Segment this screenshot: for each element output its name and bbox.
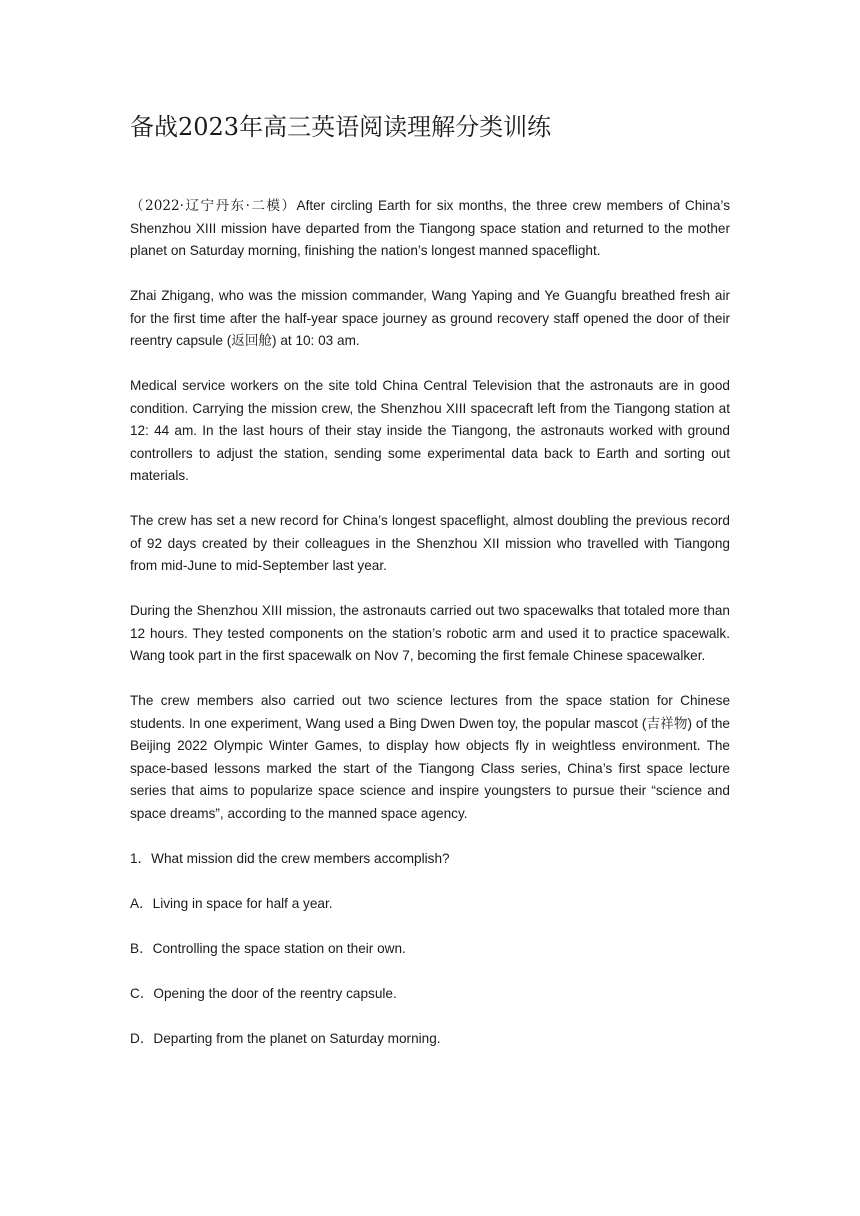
passage-paragraph-3: Medical service workers on the site told China Central Television that the astronauts are in good condition. Carrying the mission crew, the Shenzhou XIII spacecraft left from the Tiangong station at 12: 44 am. In the last hours of their stay inside the Tiangong, the astronauts worked with ground controllers to adjust the station, sending some experimental data back to Earth and sorting out materials. bbox=[130, 378, 730, 483]
passage-paragraph-5: During the Shenzhou XIII mission, the astronauts carried out two spacewalks that totaled more than 12 hours. They tested components on the station’s robotic arm and used it to practice spacewalk. Wang took part in the first spacewalk on Nov 7, becoming the first female Chinese spacewalker. bbox=[130, 603, 730, 663]
passage-paragraph-6: The crew members also carried out two science lectures from the space station for Chinese students. In one experiment, Wang used a Bing Dwen Dwen toy, the popular mascot (吉祥物) of the Beijing 2022 Olympic Winter Games, to display how objects fly in weightless environment. The space-based lessons marked the start of the Tiangong Class series, China’s first space lecture series that aims to popularize space science and inspire youngsters to pursue their “science and space dreams”, according to the manned space agency. bbox=[130, 693, 730, 821]
question-1-option-d: D．Departing from the planet on Saturday morning. bbox=[130, 1030, 441, 1046]
source-tag: （2022·辽宁丹东·二模） bbox=[130, 198, 297, 214]
question-1-option-b: B．Controlling the space station on their own. bbox=[130, 940, 406, 956]
passage-body bbox=[130, 195, 730, 1073]
document-title: 备战2023年高三英语阅读理解分类训练 bbox=[130, 113, 552, 141]
passage-paragraph-4: The crew has set a new record for China’s longest spaceflight, almost doubling the previous record of 92 days created by their colleagues in the Shenzhou XII mission who travelled with Tiangong from mid-June to mid-September last year. bbox=[130, 513, 730, 573]
passage-paragraph-2: Zhai Zhigang, who was the mission commander, Wang Yaping and Ye Guangfu breathed fresh air for the first time after the half-year space journey as ground recovery staff opened the door of their reentry capsule (返回舱) at 10: 03 am. bbox=[130, 288, 730, 348]
question-1-text: 1．What mission did the crew members accomplish? bbox=[130, 850, 450, 866]
question-1-option-c: C．Opening the door of the reentry capsule. bbox=[130, 985, 397, 1001]
passage-paragraph-1 bbox=[130, 195, 730, 263]
paragraph-1-text: After circling Earth for six months, the three crew members of China’s Shenzhou XIII mission have departed from the Tiangong space station and returned to the mother planet on Saturday morning, finishing the nation’s longest manned spaceflight. bbox=[130, 198, 730, 258]
question-1-option-a: A．Living in space for half a year. bbox=[130, 895, 333, 911]
